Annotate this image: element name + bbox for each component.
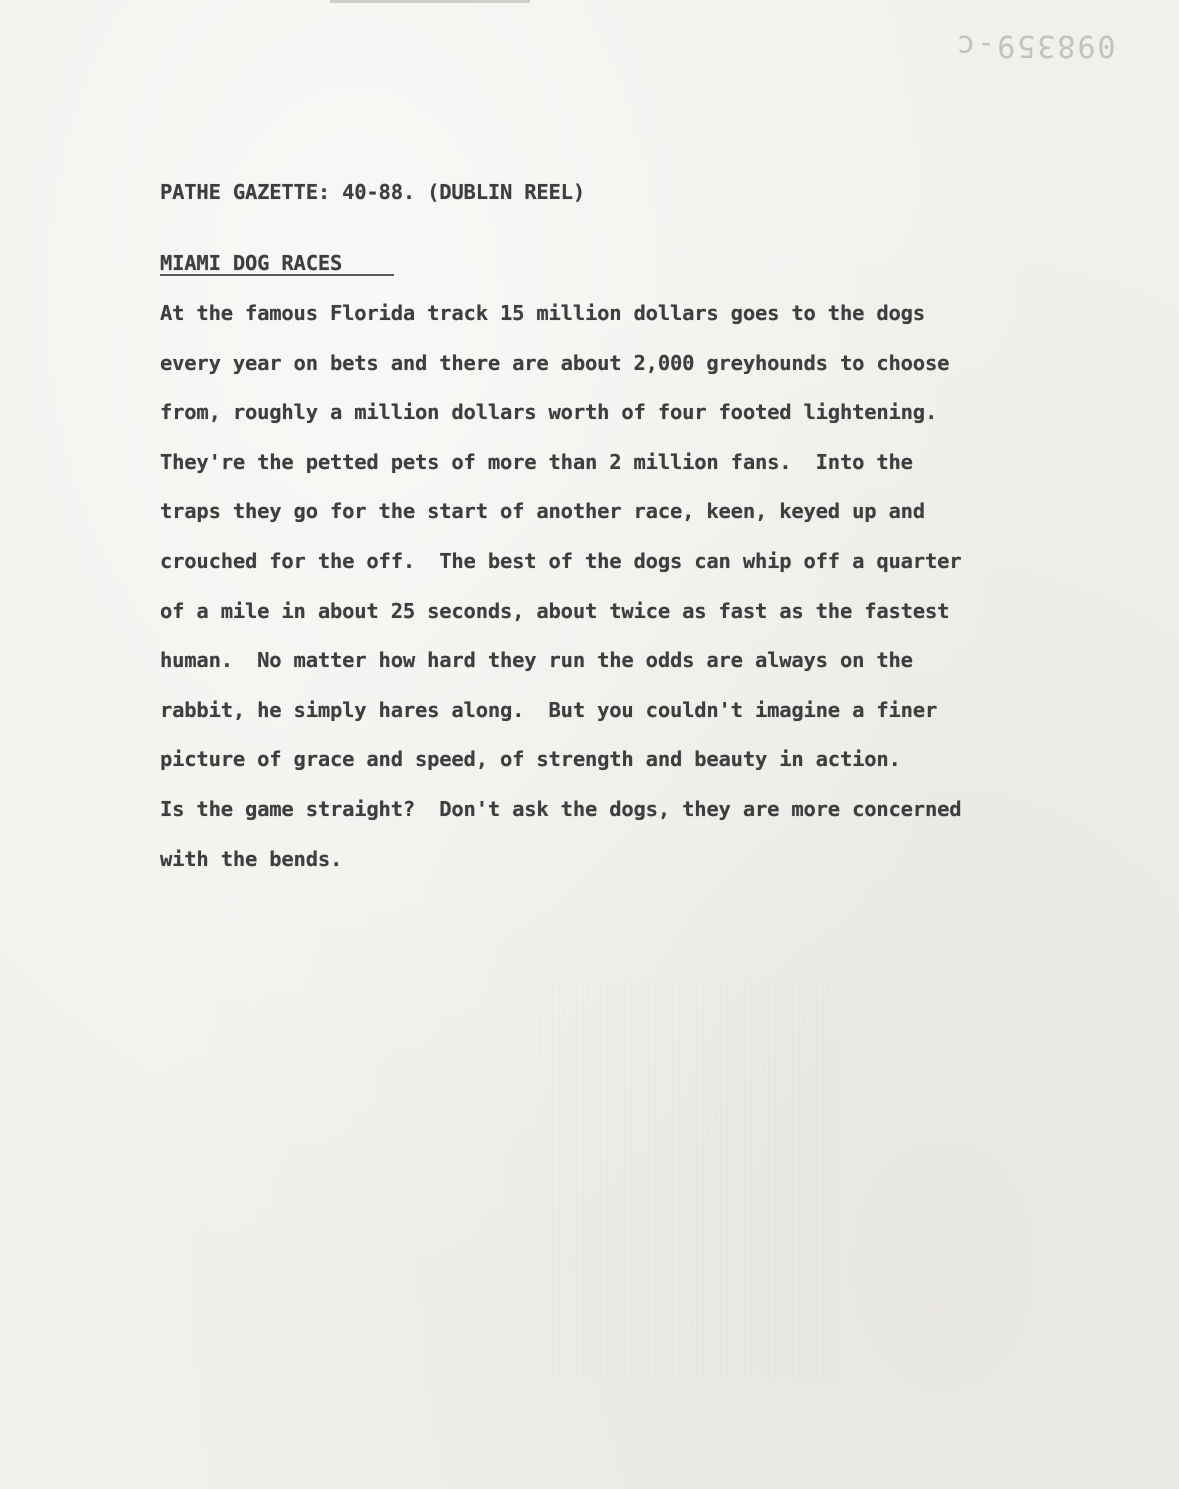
document-heading: PATHE GAZETTE: 40-88. (DUBLIN REEL) (160, 180, 585, 204)
body-line: crouched for the off. The best of the dogs can whip off a quarter (160, 548, 962, 573)
body-line: of a mile in about 25 seconds, about twice as fast as the fastest (160, 598, 950, 623)
paper-texture (540, 980, 840, 1380)
body-line: They're the petted pets of more than 2 million fans. Into the (160, 449, 913, 474)
body-line: traps they go for the start of another race, keen, keyed up and (160, 499, 925, 524)
body-line: human. No matter how hard they run the odds are always on the (160, 648, 913, 673)
archive-stamp-number: 098359-c (955, 28, 1116, 63)
story-title: MIAMI DOG RACES (160, 252, 394, 276)
body-line: from, roughly a million dollars worth of four footed lightening. (160, 400, 938, 425)
body-line: rabbit, he simply hares along. But you couldn't imagine a finer (160, 697, 938, 722)
body-line: every year on bets and there are about 2,000 greyhounds to choose (160, 350, 950, 375)
story-body (160, 300, 1160, 895)
body-line: Is the game straight? Don't ask the dogs, they are more concerned (160, 796, 962, 821)
top-edge-rule (330, 0, 530, 3)
body-line: with the bends. (160, 846, 343, 871)
body-line: At the famous Florida track 15 million dollars goes to the dogs (160, 301, 925, 325)
body-line: picture of grace and speed, of strength and beauty in action. (160, 747, 901, 772)
